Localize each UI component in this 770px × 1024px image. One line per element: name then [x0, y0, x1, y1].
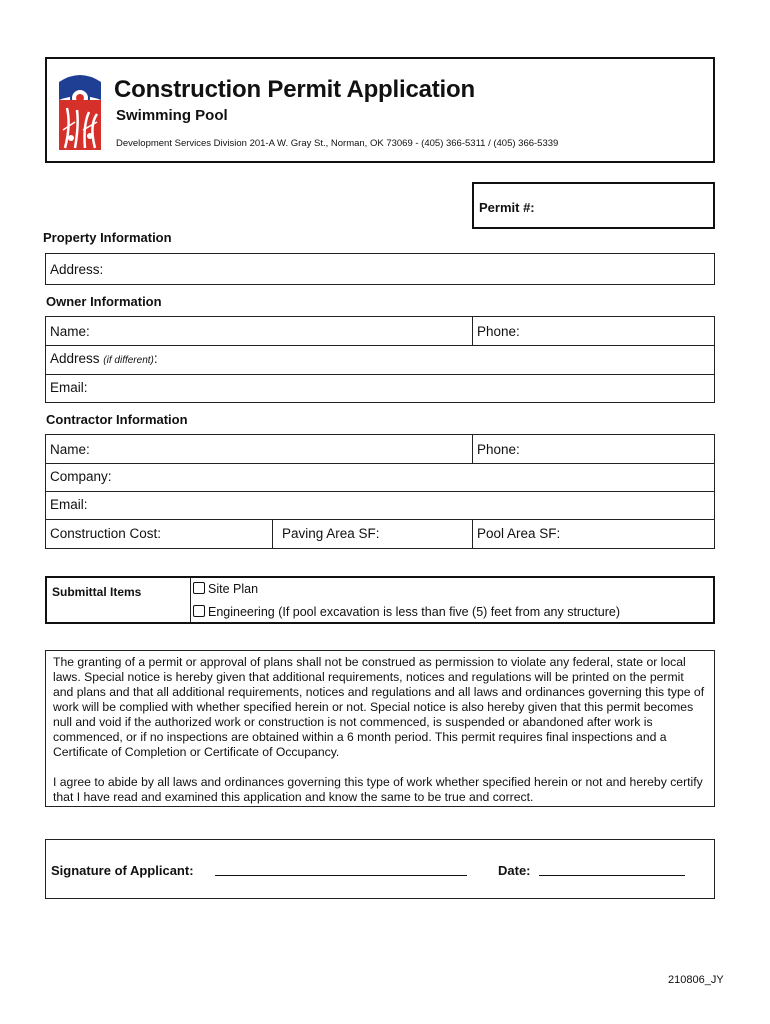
property-address-label: Address: — [50, 262, 104, 277]
owner-phone-field[interactable] — [473, 317, 714, 345]
owner-heading: Owner Information — [46, 294, 162, 309]
owner-email-field[interactable] — [45, 374, 715, 403]
construction-cost-label: Construction Cost: — [50, 526, 162, 541]
owner-address-label: Address — [50, 351, 100, 366]
contractor-cost-row — [45, 519, 715, 549]
owner-name-field[interactable] — [46, 317, 472, 345]
checkbox-icon — [193, 582, 205, 594]
contractor-email-label: Email: — [50, 497, 88, 512]
terms-paragraph-2: I agree to abide by all laws and ordinances governing this type of work whether specified herein or not and hereby certify that I have read and examined this application and know the same to be true and correct. — [53, 775, 703, 804]
contractor-heading: Contractor Information — [46, 412, 188, 427]
site-plan-label: Site Plan — [208, 582, 259, 596]
date-line[interactable] — [539, 875, 685, 876]
terms-paragraph-1: The granting of a permit or approval of plans shall not be construed as permission to violate any federal, state or local laws. Special notice is hereby given that additional requirements, notices and regulations will be printed on the permit and plans and that all additional requirements, notices and regulations and all laws and ordinances governing this type of work will be complied with whether specified herein or not. Special notice is also hereby given that this permit becomes null and void if the authorized work or construction is not commenced, is suspended or abandoned after work is commenced, or if no inspections are obtained within a 6 month period. This permit requires final inspections and a Certificate of Completion or Certificate of Occupancy. — [53, 655, 705, 759]
owner-address-field[interactable] — [45, 345, 715, 375]
signature-label: Signature of Applicant: — [51, 863, 194, 878]
contractor-company-field[interactable] — [45, 463, 715, 492]
owner-name-row — [45, 316, 715, 346]
owner-address-colon: : — [153, 351, 158, 366]
property-heading: Property Information — [43, 230, 172, 245]
signature-box — [45, 839, 715, 899]
property-address-field[interactable] — [45, 253, 715, 285]
city-seal-icon — [57, 70, 103, 152]
contractor-company-label: Company: — [50, 469, 112, 484]
page-title: Construction Permit Application — [114, 76, 475, 103]
checkbox-icon — [193, 605, 205, 617]
construction-cost-field[interactable] — [46, 519, 272, 548]
pool-area-field[interactable] — [473, 519, 714, 548]
contractor-name-label: Name: — [50, 442, 90, 457]
page-subtitle: Swimming Pool — [116, 107, 228, 124]
form-code: 210806_JY — [668, 974, 724, 986]
owner-phone-label: Phone: — [477, 324, 520, 339]
terms-box — [45, 650, 715, 807]
contractor-phone-label: Phone: — [477, 442, 520, 457]
permit-number-field[interactable] — [472, 182, 715, 229]
owner-address-note: (if different) — [103, 355, 154, 366]
date-label: Date: — [498, 863, 531, 878]
owner-email-label: Email: — [50, 380, 88, 395]
division-address: Development Services Division 201-A W. Gray St., Norman, OK 73069 - (405) 366-5311 / (405) 366-5339 — [116, 138, 559, 149]
submittal-items-box — [45, 576, 715, 624]
contractor-name-field[interactable] — [46, 435, 472, 463]
pool-area-label: Pool Area SF: — [477, 526, 561, 541]
signature-line[interactable] — [215, 875, 467, 876]
engineering-label: Engineering (If pool excavation is less than five (5) feet from any structure) — [208, 605, 620, 619]
contractor-phone-field[interactable] — [473, 435, 714, 463]
paving-area-field[interactable] — [273, 519, 472, 548]
contractor-name-row — [45, 434, 715, 464]
owner-name-label: Name: — [50, 324, 90, 339]
submittal-heading: Submittal Items — [52, 585, 142, 599]
paving-area-label: Paving Area SF: — [282, 526, 380, 541]
contractor-email-field[interactable] — [45, 491, 715, 520]
permit-number-label: Permit #: — [479, 200, 535, 215]
site-plan-checkbox[interactable] — [193, 582, 258, 596]
engineering-checkbox[interactable] — [193, 605, 620, 619]
